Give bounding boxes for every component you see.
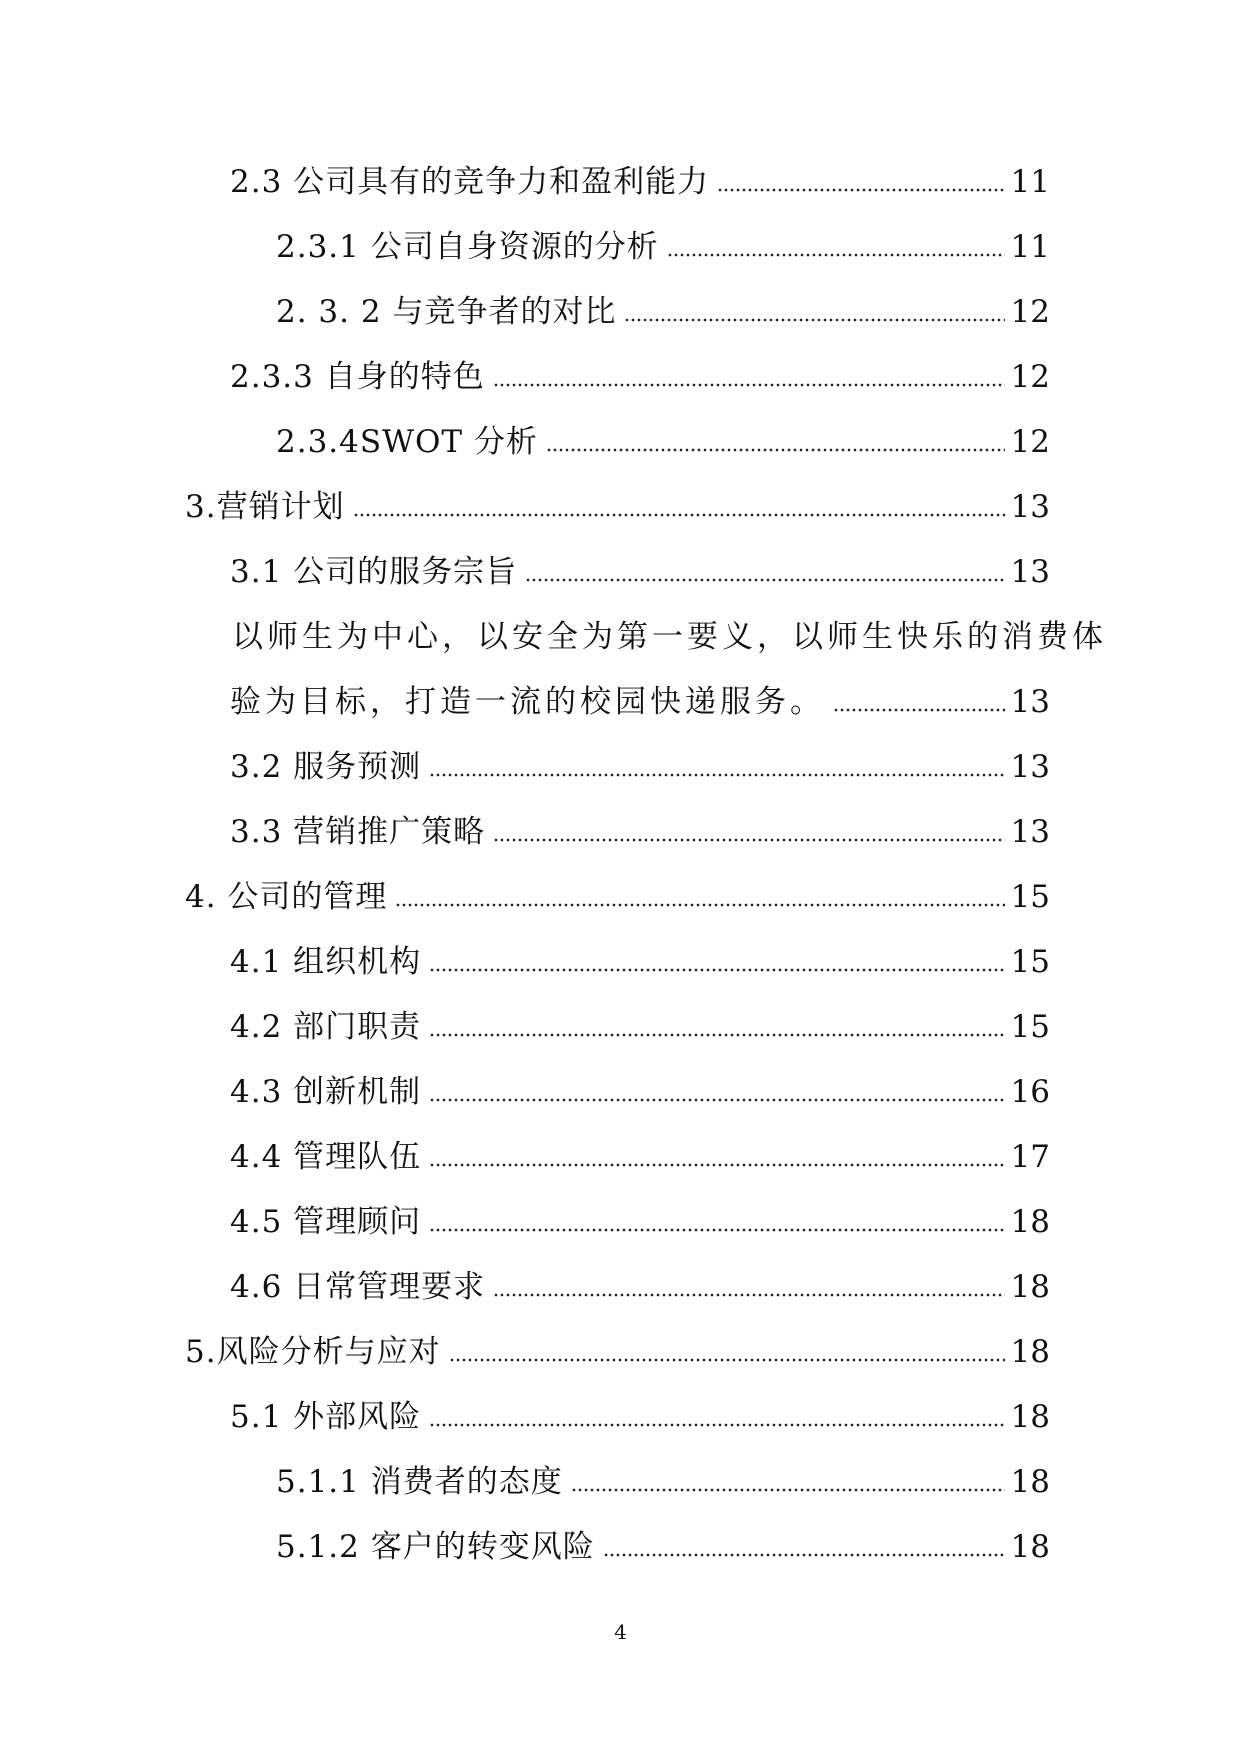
toc-entry-title: 2.3.3 自身的特色 xyxy=(230,359,485,395)
toc-entry-title: 4.2 部门职责 xyxy=(230,1009,422,1045)
toc-entry-page: 11 xyxy=(1010,229,1050,265)
toc-entry-page: 13 xyxy=(1010,814,1050,850)
toc-dot-leader xyxy=(429,968,1004,972)
page-number: 4 xyxy=(614,1620,627,1644)
toc-entry-page: 13 xyxy=(1010,749,1050,785)
toc-entry-page: 13 xyxy=(1010,554,1050,590)
toc-entry-title: 3.1 公司的服务宗旨 xyxy=(230,554,518,590)
toc-entry-page: 16 xyxy=(1010,1074,1050,1110)
toc-entry-title: 3.2 服务预测 xyxy=(230,749,422,785)
toc-entry[interactable] xyxy=(0,1200,1241,1244)
toc-dot-leader xyxy=(667,253,1005,257)
toc-entry-title: 4.5 管理顾问 xyxy=(230,1204,422,1240)
toc-entry-page: 18 xyxy=(1010,1269,1050,1305)
toc-entry[interactable] xyxy=(0,1395,1241,1439)
toc-entry-page: 18 xyxy=(1010,1399,1050,1435)
toc-entry[interactable] xyxy=(0,1525,1241,1569)
toc-dot-leader xyxy=(833,708,1005,712)
toc-dot-leader xyxy=(603,1553,1005,1557)
toc-entry[interactable] xyxy=(0,810,1241,854)
toc-entry-page: 11 xyxy=(1010,164,1050,200)
toc-entry[interactable] xyxy=(0,940,1241,984)
toc-entry-title: 2. 3. 2 与竞争者的对比 xyxy=(276,294,617,330)
toc-dot-leader xyxy=(429,1098,1004,1102)
toc-entry-title: 2.3.1 公司自身资源的分析 xyxy=(276,229,659,265)
toc-entry[interactable] xyxy=(0,875,1241,919)
toc-entry-page: 12 xyxy=(1010,294,1050,330)
toc-entry-page: 15 xyxy=(1010,1009,1050,1045)
toc-entry-page: 17 xyxy=(1010,1139,1050,1175)
toc-entry[interactable] xyxy=(0,1070,1241,1114)
toc-entry-title: 验为目标，打造一流的校园快递服务。 xyxy=(230,684,825,720)
toc-dot-leader xyxy=(624,318,1004,322)
toc-entry[interactable] xyxy=(0,485,1241,529)
toc-dot-leader xyxy=(525,578,1004,582)
toc-entry-title: 5.1.1 消费者的态度 xyxy=(276,1464,563,1500)
toc-entry[interactable] xyxy=(0,160,1241,204)
toc-entry[interactable] xyxy=(0,1135,1241,1179)
toc-entry-title: 5.1 外部风险 xyxy=(230,1399,422,1435)
toc-dot-leader xyxy=(429,1033,1004,1037)
toc-entry[interactable] xyxy=(0,355,1241,399)
toc-entry-page: 15 xyxy=(1010,879,1050,915)
toc-wrapped-text: 以师生为中心，以安全为第一要义，以师生快乐的消费体 xyxy=(232,619,1107,655)
toc-entry-title: 5.风险分析与应对 xyxy=(185,1334,441,1370)
toc-entry[interactable] xyxy=(0,550,1241,594)
toc-dot-leader xyxy=(449,1358,1005,1362)
toc-entry-page: 18 xyxy=(1010,1204,1050,1240)
toc-entry[interactable] xyxy=(0,290,1241,334)
toc-entry-page: 18 xyxy=(1010,1529,1050,1565)
toc-dot-leader xyxy=(395,903,1004,907)
toc-entry-title: 5.1.2 客户的转变风险 xyxy=(276,1529,595,1565)
toc-dot-leader xyxy=(429,1423,1004,1427)
toc-entry[interactable] xyxy=(0,745,1241,789)
toc-entry-title: 4.3 创新机制 xyxy=(230,1074,422,1110)
toc-entry[interactable] xyxy=(0,1330,1241,1374)
toc-entry-title: 4.6 日常管理要求 xyxy=(230,1269,486,1305)
toc-entry[interactable] xyxy=(0,1460,1241,1504)
toc-entry-page: 12 xyxy=(1010,359,1050,395)
toc-entry-page: 18 xyxy=(1010,1464,1050,1500)
toc-entry-title: 2.3 公司具有的竞争力和盈利能力 xyxy=(230,164,710,200)
toc-entry-title: 3.营销计划 xyxy=(185,489,345,525)
toc-entry[interactable] xyxy=(0,420,1241,464)
toc-dot-leader xyxy=(717,188,1004,192)
toc-entry-title: 3.3 营销推广策略 xyxy=(230,814,486,850)
toc-entry[interactable] xyxy=(0,1265,1241,1309)
toc-entry-page: 13 xyxy=(1010,489,1050,525)
toc-entry-title: 2.3.4SWOT 分析 xyxy=(276,424,538,460)
toc-dot-leader xyxy=(546,448,1005,452)
toc-dot-leader xyxy=(429,1163,1004,1167)
toc-entry-title: 4.4 管理队伍 xyxy=(230,1139,422,1175)
toc-entry-page: 18 xyxy=(1010,1334,1050,1370)
toc-entry[interactable] xyxy=(0,680,1241,724)
toc-entry-page: 15 xyxy=(1010,944,1050,980)
toc-dot-leader xyxy=(493,1293,1004,1297)
toc-dot-leader xyxy=(429,773,1004,777)
toc-entry-page: 13 xyxy=(1010,684,1050,720)
toc-entry[interactable] xyxy=(0,225,1241,269)
toc-dot-leader xyxy=(493,383,1005,387)
toc-dot-leader xyxy=(429,1228,1004,1232)
toc-entry-title: 4. 公司的管理 xyxy=(185,879,388,915)
toc-entry-page: 12 xyxy=(1010,424,1050,460)
toc-dot-leader xyxy=(493,838,1004,842)
toc-entry-title: 4.1 组织机构 xyxy=(230,944,422,980)
toc-dot-leader xyxy=(353,513,1005,517)
toc-entry[interactable] xyxy=(0,1005,1241,1049)
toc-dot-leader xyxy=(571,1488,1005,1492)
